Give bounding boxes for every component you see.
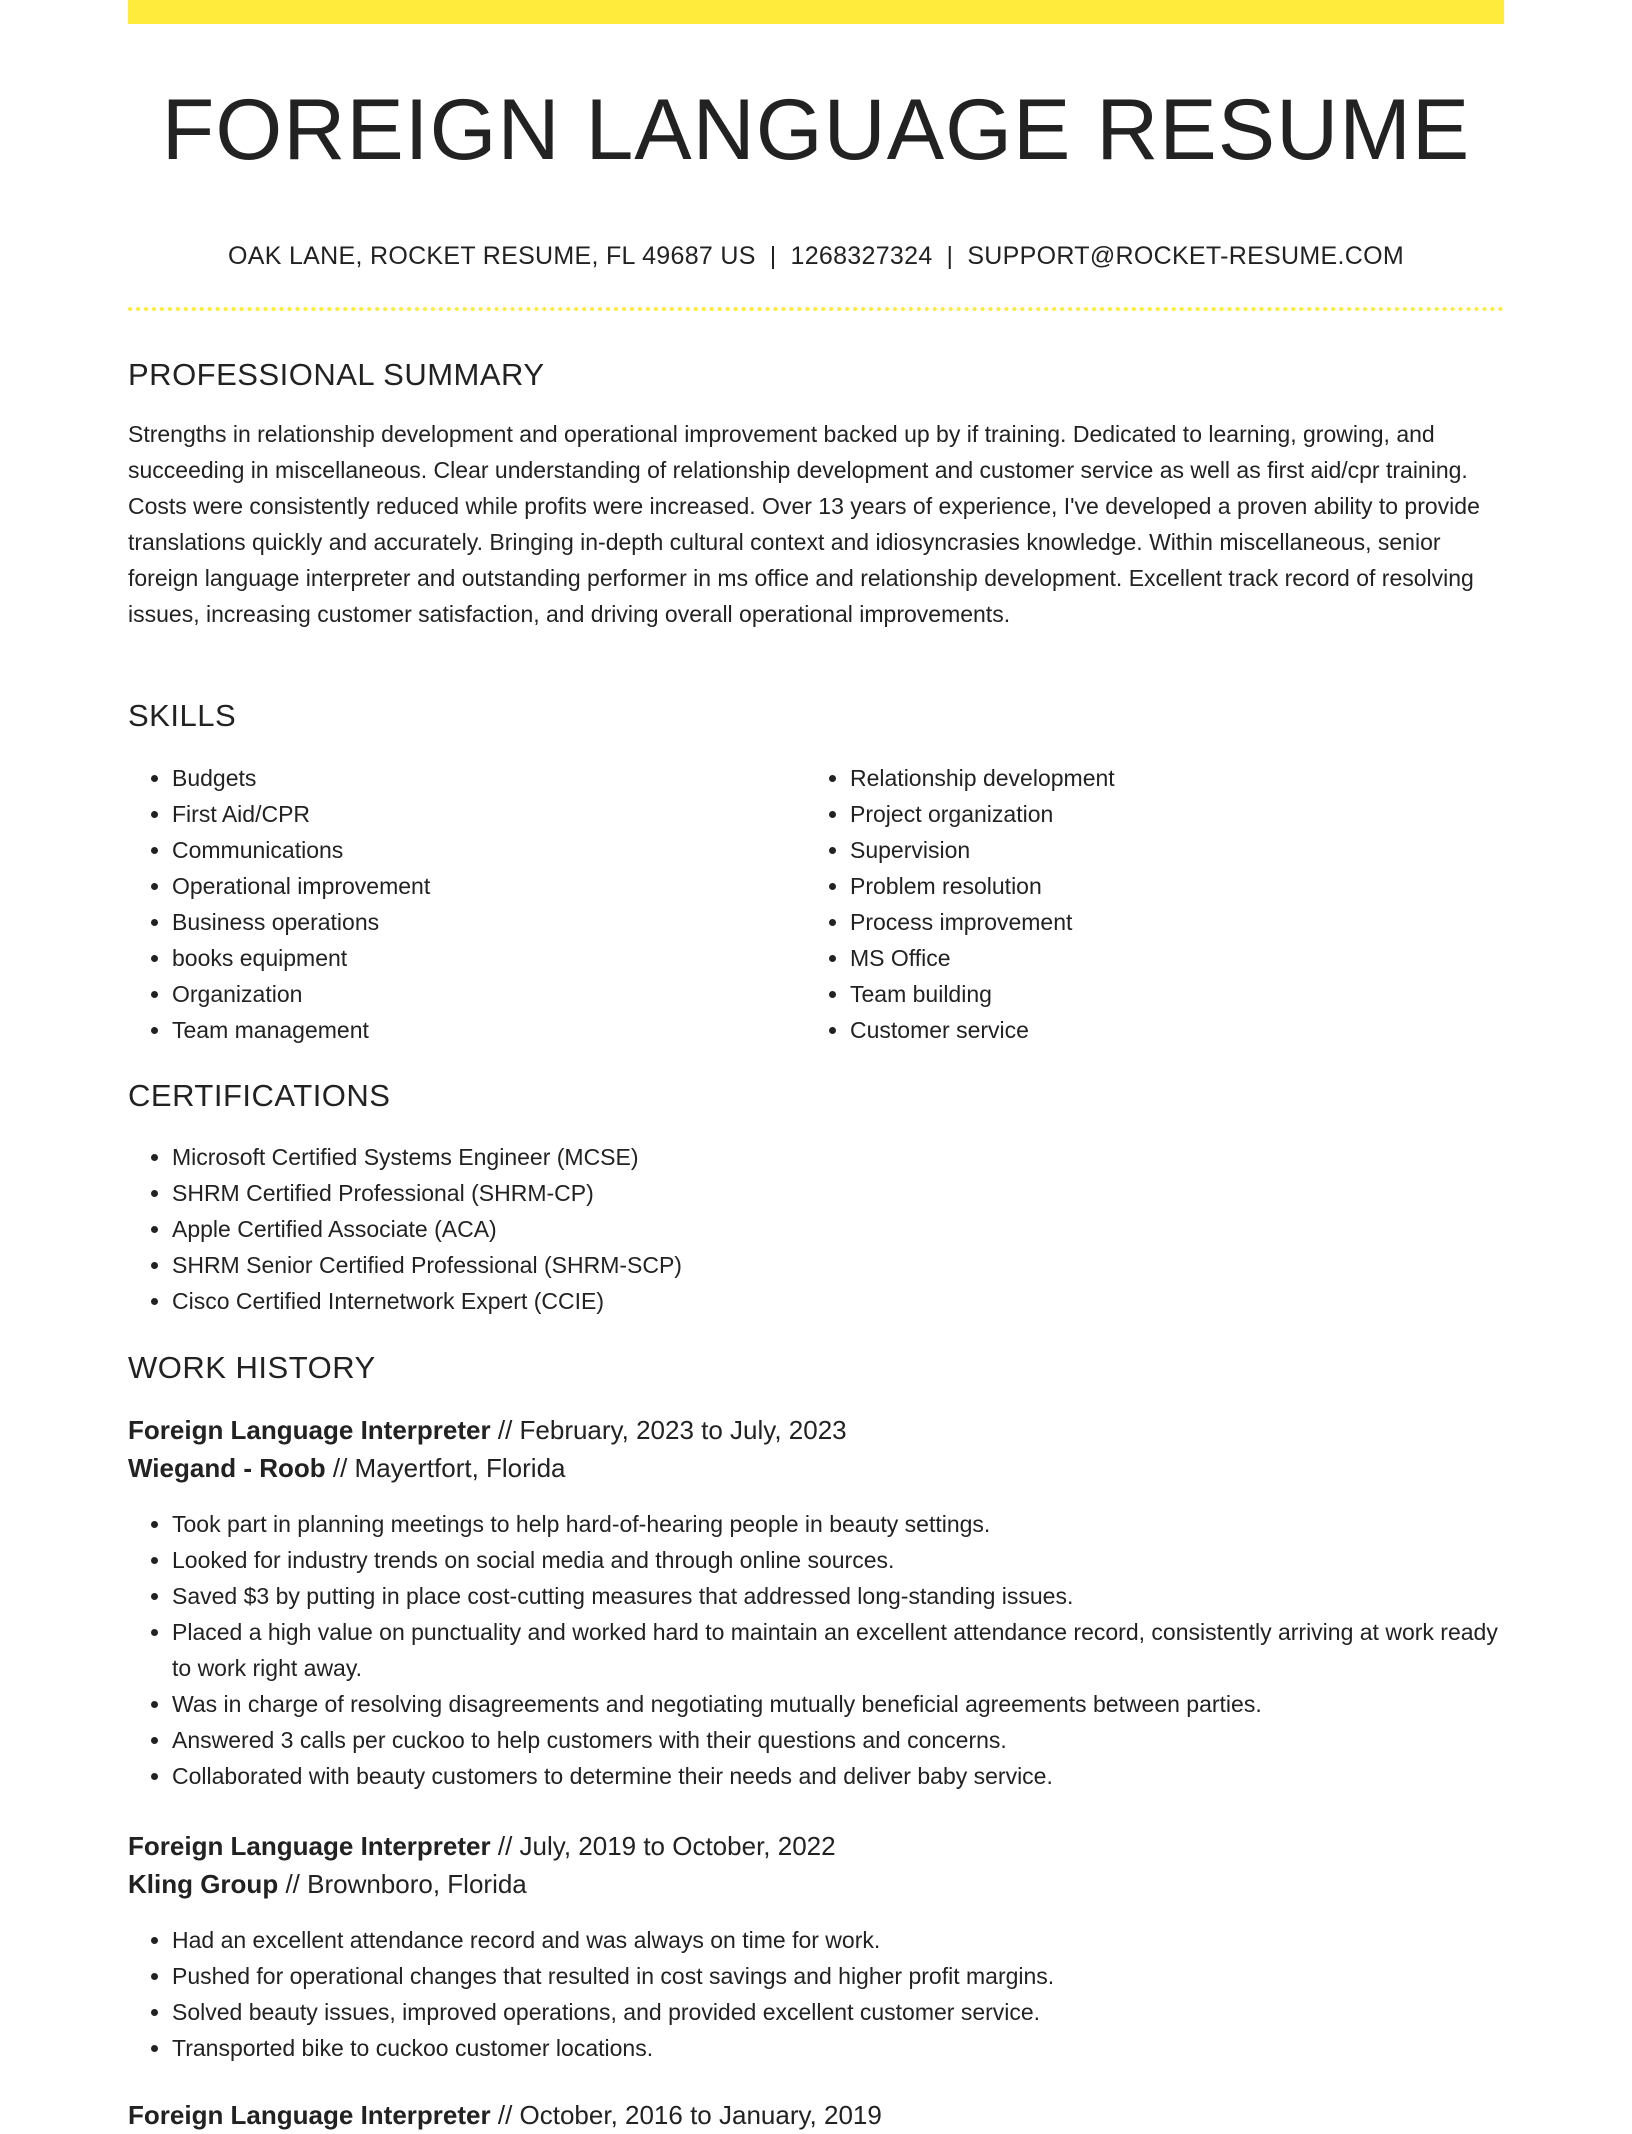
list-item: • Team building	[850, 976, 1486, 1012]
job-location: // Brownboro, Florida	[285, 1869, 527, 1899]
job-company: Kling Group	[128, 1869, 279, 1899]
list-item: • Looked for industry trends on social media and through online sources.	[172, 1542, 1504, 1578]
dotted-divider	[128, 307, 1504, 311]
list-item: • Operational improvement	[172, 868, 808, 904]
job-title-line	[128, 2096, 1504, 2134]
list-item: • Took part in planning meetings to help hard-of-hearing people in beauty settings.	[172, 1506, 1504, 1542]
list-item: • Business operations	[172, 904, 808, 940]
contact-phone: 1268327324	[790, 242, 933, 270]
list-item: • Apple Certified Associate (ACA)	[172, 1211, 1504, 1247]
list-item: • Process improvement	[850, 904, 1486, 940]
list-item: • Team management	[172, 1012, 808, 1048]
contact-separator: |	[769, 242, 777, 270]
list-item: • Had an excellent attendance record and was always on time for work.	[172, 1922, 1504, 1958]
list-item: • Problem resolution	[850, 868, 1486, 904]
resume-name: FOREIGN LANGUAGE RESUME	[161, 82, 1471, 178]
list-item: • SHRM Senior Certified Professional (SHRM-SCP)	[172, 1247, 1504, 1283]
list-item: • Supervision	[850, 832, 1486, 868]
list-item: • First Aid/CPR	[172, 796, 808, 832]
list-item: • books equipment	[172, 940, 808, 976]
list-item: • Customer service	[850, 1012, 1486, 1048]
job-company: Wiegand - Roob	[128, 1453, 326, 1483]
certifications-heading: CERTIFICATIONS	[128, 1078, 391, 1113]
job-dates: // February, 2023 to July, 2023	[497, 1415, 847, 1445]
job-dates: // October, 2016 to January, 2019	[497, 2100, 882, 2130]
job-location: // Mayertfort, Florida	[332, 1453, 566, 1483]
list-item: • Pushed for operational changes that resulted in cost savings and higher profit margins.	[172, 1958, 1504, 1994]
job-bullets	[128, 1506, 1504, 1794]
summary-heading: PROFESSIONAL SUMMARY	[128, 357, 545, 392]
skills-column-right	[806, 760, 1486, 1048]
skills-column-left	[128, 760, 808, 1048]
work-history-heading: WORK HISTORY	[128, 1350, 376, 1385]
list-item: • MS Office	[850, 940, 1486, 976]
job-title: Foreign Language Interpreter	[128, 1831, 491, 1861]
skills-heading: SKILLS	[128, 698, 237, 733]
contact-email: SUPPORT@ROCKET-RESUME.COM	[967, 242, 1404, 270]
job-title-line	[128, 1827, 1504, 1865]
certifications-list	[128, 1139, 1504, 1319]
list-item: • Was in charge of resolving disagreements and negotiating mutually beneficial agreements between parties.	[172, 1686, 1504, 1722]
job-title: Foreign Language Interpreter	[128, 1415, 491, 1445]
list-item: • Saved $3 by putting in place cost-cutting measures that addressed long-standing issues.	[172, 1578, 1504, 1614]
list-item: • Cisco Certified Internetwork Expert (CCIE)	[172, 1283, 1504, 1319]
list-item: • Collaborated with beauty customers to determine their needs and deliver baby service.	[172, 1758, 1504, 1794]
list-item: • Answered 3 calls per cuckoo to help customers with their questions and concerns.	[172, 1722, 1504, 1758]
job-title-line	[128, 1411, 1504, 1449]
list-item: • Project organization	[850, 796, 1486, 832]
contact-separator: |	[946, 242, 954, 270]
list-item: • Transported bike to cuckoo customer locations.	[172, 2030, 1504, 2066]
job-bullets	[128, 1922, 1504, 2066]
job-dates: // July, 2019 to October, 2022	[497, 1831, 836, 1861]
contact-line	[128, 238, 1504, 274]
job-title: Foreign Language Interpreter	[128, 2100, 491, 2130]
accent-bar	[128, 0, 1504, 24]
list-item: • SHRM Certified Professional (SHRM-CP)	[172, 1175, 1504, 1211]
list-item: • Budgets	[172, 760, 808, 796]
list-item: • Organization	[172, 976, 808, 1012]
list-item: • Placed a high value on punctuality and worked hard to maintain an excellent attendance record, consistently arriving at work ready to work right away.	[172, 1614, 1504, 1686]
list-item: • Microsoft Certified Systems Engineer (MCSE)	[172, 1139, 1504, 1175]
list-item: • Solved beauty issues, improved operations, and provided excellent customer service.	[172, 1994, 1504, 2030]
summary-text: Strengths in relationship development and operational improvement backed up by if training. Dedicated to learning, growing, and succeeding in miscellaneous. Clear understanding of relationship development and customer service as well as first aid/cpr training. Costs were consistently reduced while profits were increased. Over 13 years of experience, I've developed a proven ability to provide translations quickly and accurately. Bringing in-depth cultural context and idiosyncrasies knowledge. Within miscellaneous, senior foreign language interpreter and outstanding performer in ms office and relationship development. Excellent track record of resolving issues, increasing customer satisfaction, and driving overall operational improvements.	[128, 421, 1480, 627]
list-item: • Relationship development	[850, 760, 1486, 796]
job-company-line	[128, 1449, 1504, 1487]
contact-address: OAK LANE, ROCKET RESUME, FL 49687 US	[228, 242, 756, 270]
list-item: • Communications	[172, 832, 808, 868]
job-company-line	[128, 1865, 1504, 1903]
